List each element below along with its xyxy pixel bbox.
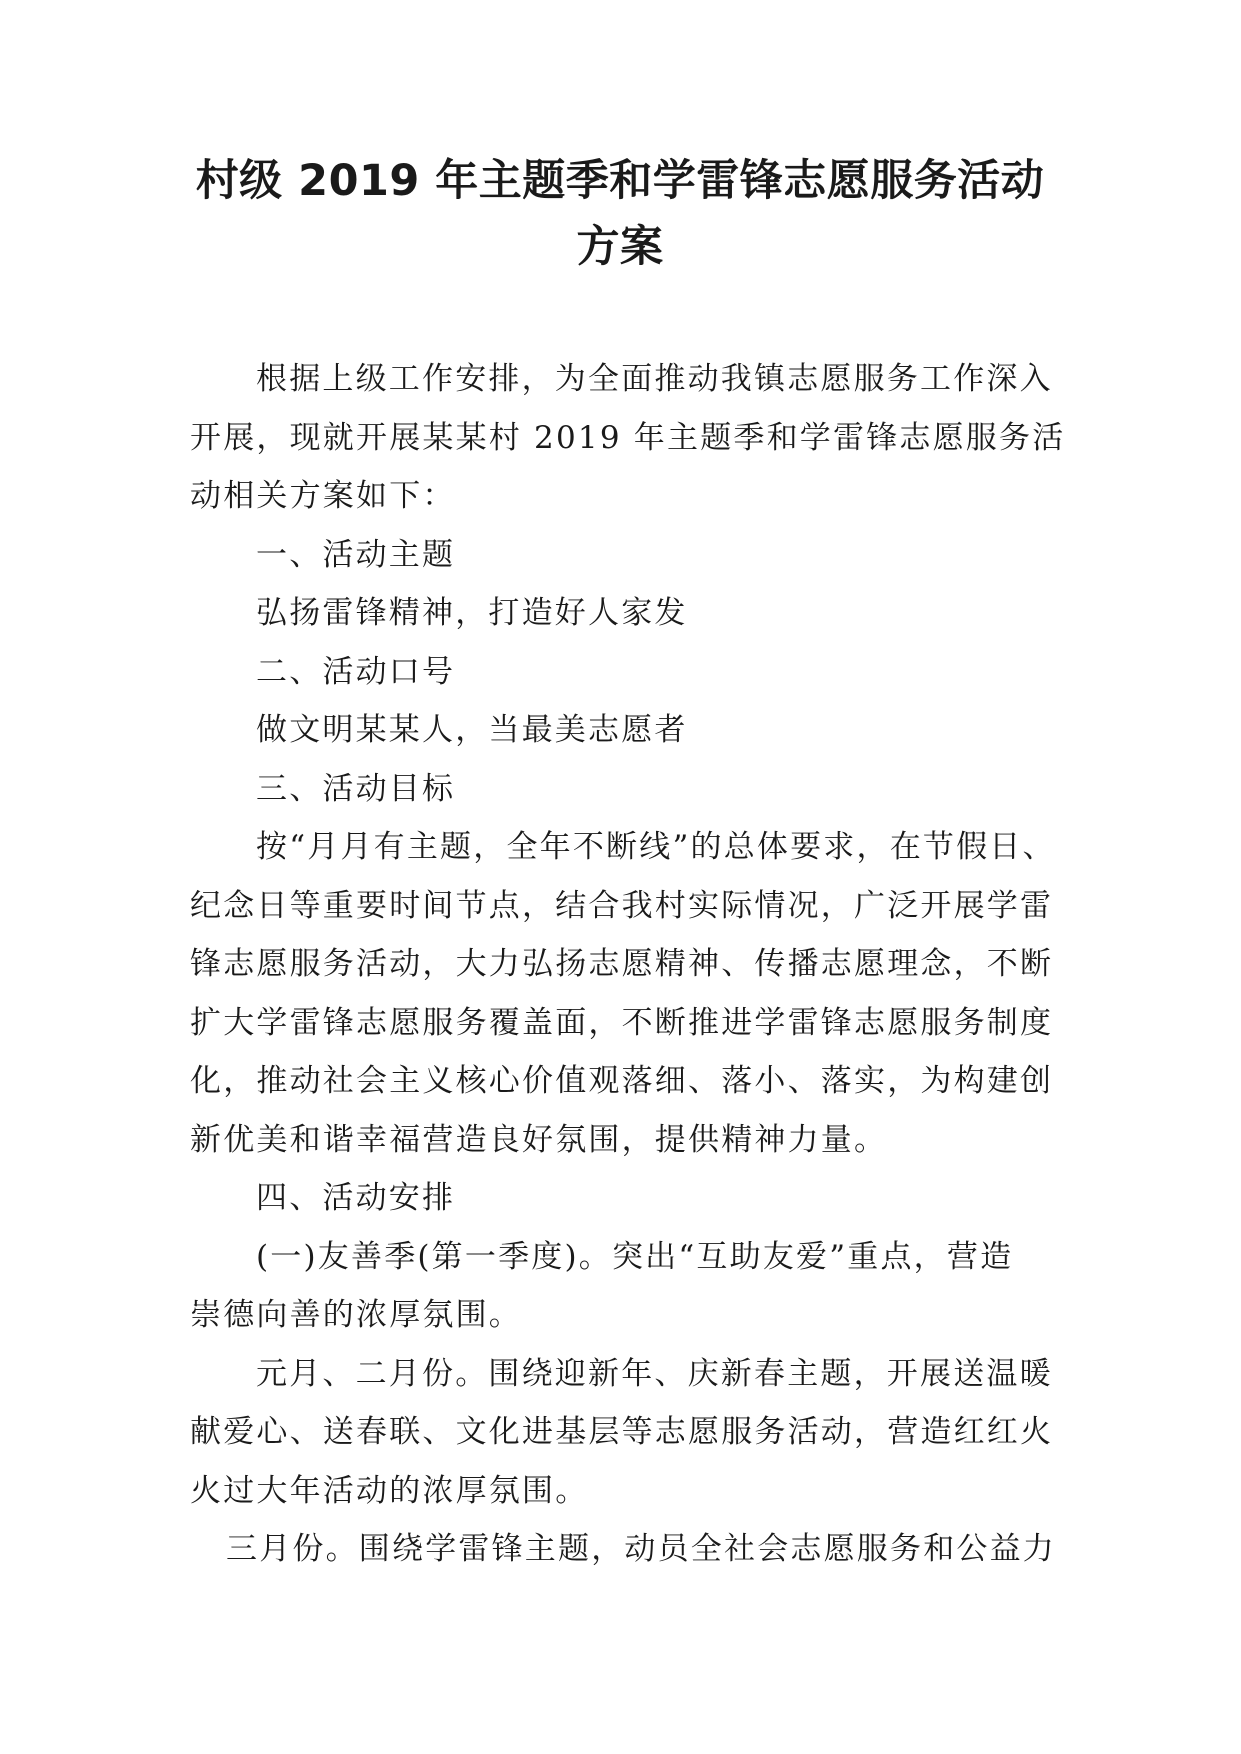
paragraph-line: 新优美和谐幸福营造良好氛围，提供精神力量。 [190,1121,888,1158]
paragraph-line: (一)友善季(第一季度)。突出“互助友爱”重点，营造 [256,1238,1014,1275]
paragraph-line: 崇德向善的浓厚氛围。 [190,1297,522,1333]
paragraph-line: 根据上级工作安排，为全面推动我镇志愿服务工作深入 [256,361,1053,397]
paragraph-line: 三月份。围绕学雷锋主题，动员全社会志愿服务和公益力 [226,1531,1056,1567]
paragraph-line: 元月、二月份。围绕迎新年、庆新春主题，开展送温暖 [256,1355,1053,1392]
paragraph-line: 开展，现就开展某某村 2019 年主题季和学雷锋志愿服务活 [190,419,1066,456]
section-heading: 二、活动口号 [256,653,456,690]
paragraph-line: 火过大年活动的浓厚氛围。 [190,1472,589,1509]
paragraph-line: 扩大学雷锋志愿服务覆盖面，不断推进学雷锋志愿服务制度 [190,1004,1054,1041]
paragraph-line: 按“月月有主题，全年不断线”的总体要求，在节假日、 [256,829,1056,865]
paragraph-line: 纪念日等重要时间节点，结合我村实际情况，广泛开展学雷 [190,887,1054,924]
paragraph-line: 献爱心、送春联、文化进基层等志愿服务活动，营造红红火 [190,1414,1054,1450]
paragraph-line: 动相关方案如下： [190,478,456,514]
paragraph-line: 锋志愿服务活动，大力弘扬志愿精神、传播志愿理念，不断 [190,946,1054,982]
document-body [190,350,1066,1579]
paragraph-line: 做文明某某人，当最美志愿者 [256,712,688,748]
paragraph-line: 弘扬雷锋精神，打造好人家发 [256,595,688,631]
section-heading: 四、活动安排 [256,1180,456,1216]
title-line-1: 村级 2019 年主题季和学雷锋志愿服务活动 [195,156,1045,206]
paragraph-line: 化，推动社会主义核心价值观落细、落小、落实，为构建创 [190,1063,1054,1099]
document-title [180,148,1060,280]
section-heading: 三、活动目标 [256,770,456,807]
section-heading: 一、活动主题 [256,536,456,573]
title-line-2: 方案 [576,222,664,272]
